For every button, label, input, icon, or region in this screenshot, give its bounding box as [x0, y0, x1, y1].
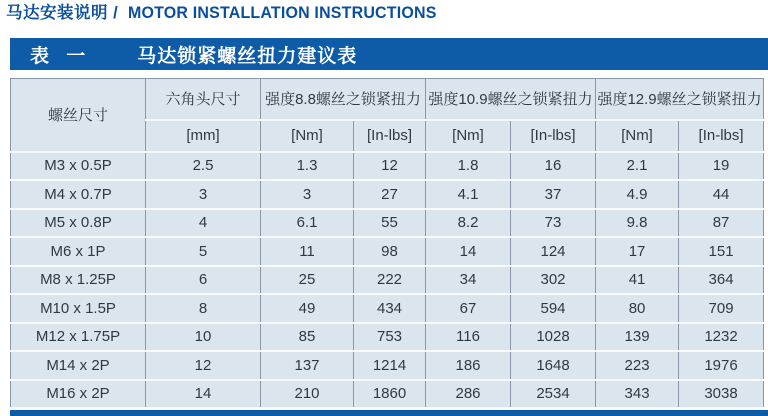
torque-value-cell: 2534	[511, 380, 596, 409]
torque-value-cell: 4.1	[426, 180, 511, 209]
torque-value-cell: 12	[354, 152, 426, 181]
torque-value-cell: 302	[511, 266, 596, 295]
torque-value-cell: 3	[261, 180, 354, 209]
table-row	[11, 351, 764, 380]
torque-table	[10, 78, 764, 409]
table-row	[11, 209, 764, 238]
torque-value-cell: 17	[596, 237, 679, 266]
torque-value-cell: 186	[426, 351, 511, 380]
screw-size-cell: M10 x 1.5P	[11, 294, 146, 323]
torque-value-cell: 67	[426, 294, 511, 323]
page-title	[6, 2, 456, 25]
torque-value-cell: 44	[679, 180, 764, 209]
torque-value-cell: 1648	[511, 351, 596, 380]
torque-value-cell: 139	[596, 323, 679, 352]
torque-value-cell: 73	[511, 209, 596, 238]
screw-size-cell: M3 x 0.5P	[11, 152, 146, 181]
torque-value-cell: 98	[354, 237, 426, 266]
table-row	[11, 180, 764, 209]
torque-value-cell: 85	[261, 323, 354, 352]
table-number-label: 表 一	[30, 45, 92, 67]
torque-value-cell: 3038	[679, 380, 764, 409]
next-section-banner-edge	[10, 410, 768, 416]
col-header-grade-10-9: 强度10.9螺丝之锁紧扭力	[426, 79, 596, 120]
table-banner-title: 马达锁紧螺丝扭力建议表	[137, 45, 358, 67]
screw-size-cell: M12 x 1.75P	[11, 323, 146, 352]
torque-value-cell: 25	[261, 266, 354, 295]
torque-value-cell: 3	[146, 180, 261, 209]
table-row	[11, 237, 764, 266]
torque-value-cell: 27	[354, 180, 426, 209]
screw-size-cell: M5 x 0.8P	[11, 209, 146, 238]
screw-size-cell: M4 x 0.7P	[11, 180, 146, 209]
torque-value-cell: 137	[261, 351, 354, 380]
torque-value-cell: 19	[679, 152, 764, 181]
table-body	[11, 152, 764, 409]
unit-header-inlbs: [In-lbs]	[354, 120, 426, 152]
torque-value-cell: 1860	[354, 380, 426, 409]
col-header-grade-8-8: 强度8.8螺丝之锁紧扭力	[261, 79, 426, 120]
table-row	[11, 380, 764, 409]
torque-value-cell: 49	[261, 294, 354, 323]
torque-value-cell: 4.9	[596, 180, 679, 209]
torque-value-cell: 124	[511, 237, 596, 266]
col-header-screw-size: 螺丝尺寸	[11, 79, 146, 152]
screw-size-cell: M6 x 1P	[11, 237, 146, 266]
torque-value-cell: 1976	[679, 351, 764, 380]
page-title-chinese: 马达安装说明 /	[6, 4, 119, 22]
torque-value-cell: 1214	[354, 351, 426, 380]
torque-value-cell: 1.8	[426, 152, 511, 181]
unit-header-inlbs: [In-lbs]	[679, 120, 764, 152]
torque-value-cell: 434	[354, 294, 426, 323]
table-row	[11, 323, 764, 352]
torque-value-cell: 2.1	[596, 152, 679, 181]
torque-value-cell: 16	[511, 152, 596, 181]
torque-value-cell: 6	[146, 266, 261, 295]
col-header-hex-head: 六角头尺寸	[146, 79, 261, 120]
table-row	[11, 266, 764, 295]
unit-header-nm: [Nm]	[596, 120, 679, 152]
torque-value-cell: 37	[511, 180, 596, 209]
torque-value-cell: 80	[596, 294, 679, 323]
unit-header-mm: [mm]	[146, 120, 261, 152]
torque-value-cell: 5	[146, 237, 261, 266]
table-row	[11, 294, 764, 323]
torque-value-cell: 4	[146, 209, 261, 238]
torque-value-cell: 116	[426, 323, 511, 352]
torque-value-cell: 55	[354, 209, 426, 238]
torque-value-cell: 210	[261, 380, 354, 409]
torque-value-cell: 12	[146, 351, 261, 380]
torque-value-cell: 709	[679, 294, 764, 323]
torque-value-cell: 364	[679, 266, 764, 295]
torque-value-cell: 1.3	[261, 152, 354, 181]
torque-value-cell: 594	[511, 294, 596, 323]
torque-value-cell: 753	[354, 323, 426, 352]
screw-size-cell: M16 x 2P	[11, 380, 146, 409]
unit-header-inlbs: [In-lbs]	[511, 120, 596, 152]
torque-value-cell: 87	[679, 209, 764, 238]
torque-value-cell: 2.5	[146, 152, 261, 181]
screw-size-cell: M8 x 1.25P	[11, 266, 146, 295]
torque-value-cell: 14	[146, 380, 261, 409]
torque-value-cell: 8	[146, 294, 261, 323]
torque-value-cell: 9.8	[596, 209, 679, 238]
torque-value-cell: 1028	[511, 323, 596, 352]
torque-value-cell: 222	[354, 266, 426, 295]
header-row-groups	[11, 79, 764, 120]
torque-value-cell: 223	[596, 351, 679, 380]
torque-value-cell: 41	[596, 266, 679, 295]
torque-value-cell: 6.1	[261, 209, 354, 238]
table-row	[11, 152, 764, 181]
unit-header-nm: [Nm]	[261, 120, 354, 152]
torque-value-cell: 286	[426, 380, 511, 409]
screw-size-cell: M14 x 2P	[11, 351, 146, 380]
torque-value-cell: 14	[426, 237, 511, 266]
torque-value-cell: 34	[426, 266, 511, 295]
torque-value-cell: 151	[679, 237, 764, 266]
table-banner	[10, 38, 768, 70]
unit-header-nm: [Nm]	[426, 120, 511, 152]
torque-value-cell: 11	[261, 237, 354, 266]
torque-value-cell: 8.2	[426, 209, 511, 238]
torque-value-cell: 10	[146, 323, 261, 352]
col-header-grade-12-9: 强度12.9螺丝之锁紧扭力	[596, 79, 764, 120]
torque-table-container	[10, 78, 764, 409]
torque-value-cell: 1232	[679, 323, 764, 352]
torque-value-cell: 343	[596, 380, 679, 409]
page-title-english: MOTOR INSTALLATION INSTRUCTIONS	[128, 3, 437, 22]
